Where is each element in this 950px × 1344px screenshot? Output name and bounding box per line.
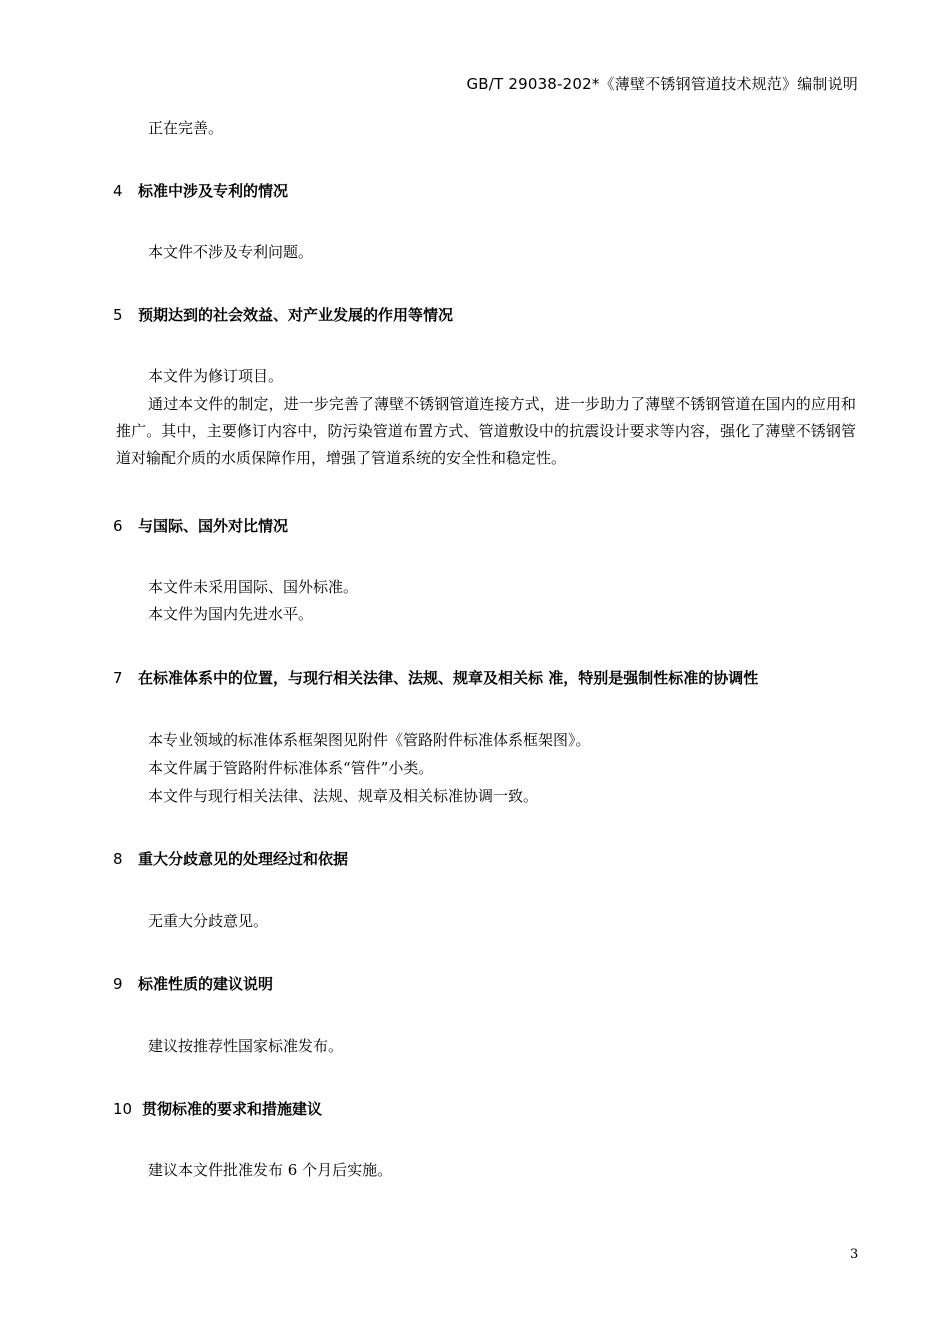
section-title: 标准性质的建议说明	[138, 975, 274, 993]
section-title: 预期达到的社会效益、对产业发展的作用等情况	[138, 306, 454, 324]
section-7-paragraph-1: 本专业领域的标准体系框架图见附件《管路附件标准体系框架图》。	[148, 731, 591, 749]
section-7-paragraph-3: 本文件与现行相关法律、法规、规章及相关标准协调一致。	[148, 787, 539, 805]
section-10-paragraph-1: 建议本文件批准发布 6 个月后实施。	[148, 1161, 393, 1179]
section-number: 6	[113, 517, 123, 535]
section-heading-7	[113, 667, 758, 688]
document-header: GB/T 29038-202*《薄壁不锈钢管道技术规范》编制说明	[466, 75, 858, 93]
section-title: 标准中涉及专利的情况	[138, 182, 289, 200]
section-title: 贯彻标准的要求和措施建议	[142, 1100, 323, 1118]
section-4-paragraph-1: 本文件不涉及专利问题。	[148, 243, 314, 261]
section-6-paragraph-1: 本文件未采用国际、国外标准。	[148, 578, 359, 596]
section-5-paragraph-2: 通过本文件的制定，进一步完善了薄壁不锈钢管道连接方式，进一步助力了薄壁不锈钢管道在国内的应用和推广。其中，主要修订内容中，防污染管道布置方式、管道敷设中的抗震设计要求等内容，强化了薄壁不锈钢管道对输配介质的水质保障作用，增强了管道系统的安全性和稳定性。	[116, 395, 856, 467]
section-number: 5	[113, 306, 123, 324]
section-heading-10	[113, 1098, 322, 1119]
page-number: 3	[850, 1247, 859, 1262]
section-6-paragraph-2: 本文件为国内先进水平。	[148, 605, 314, 623]
section-number: 9	[113, 975, 123, 993]
section-5-paragraph-1: 本文件为修订项目。	[148, 367, 284, 385]
section-number: 10	[113, 1100, 133, 1118]
section-number: 8	[113, 850, 123, 868]
section-number: 7	[113, 669, 123, 687]
section-heading-9	[113, 973, 273, 994]
section-title: 重大分歧意见的处理经过和依据	[138, 850, 349, 868]
section-heading-6	[113, 515, 288, 536]
section-7-paragraph-2: 本文件属于管路附件标准体系“管件”小类。	[148, 759, 434, 777]
section-heading-4	[113, 180, 288, 201]
section-number: 4	[113, 182, 123, 200]
section-heading-5	[113, 304, 453, 325]
section-heading-8	[113, 848, 348, 869]
section-title: 与国际、国外对比情况	[138, 517, 289, 535]
carryover-paragraph: 正在完善。	[148, 119, 224, 137]
section-9-paragraph-1: 建议按推荐性国家标准发布。	[148, 1037, 344, 1055]
section-8-paragraph-1: 无重大分歧意见。	[148, 912, 269, 930]
section-title: 在标准体系中的位置，与现行相关法律、法规、规章及相关标 准，特别是强制性标准的协调性	[138, 669, 759, 687]
